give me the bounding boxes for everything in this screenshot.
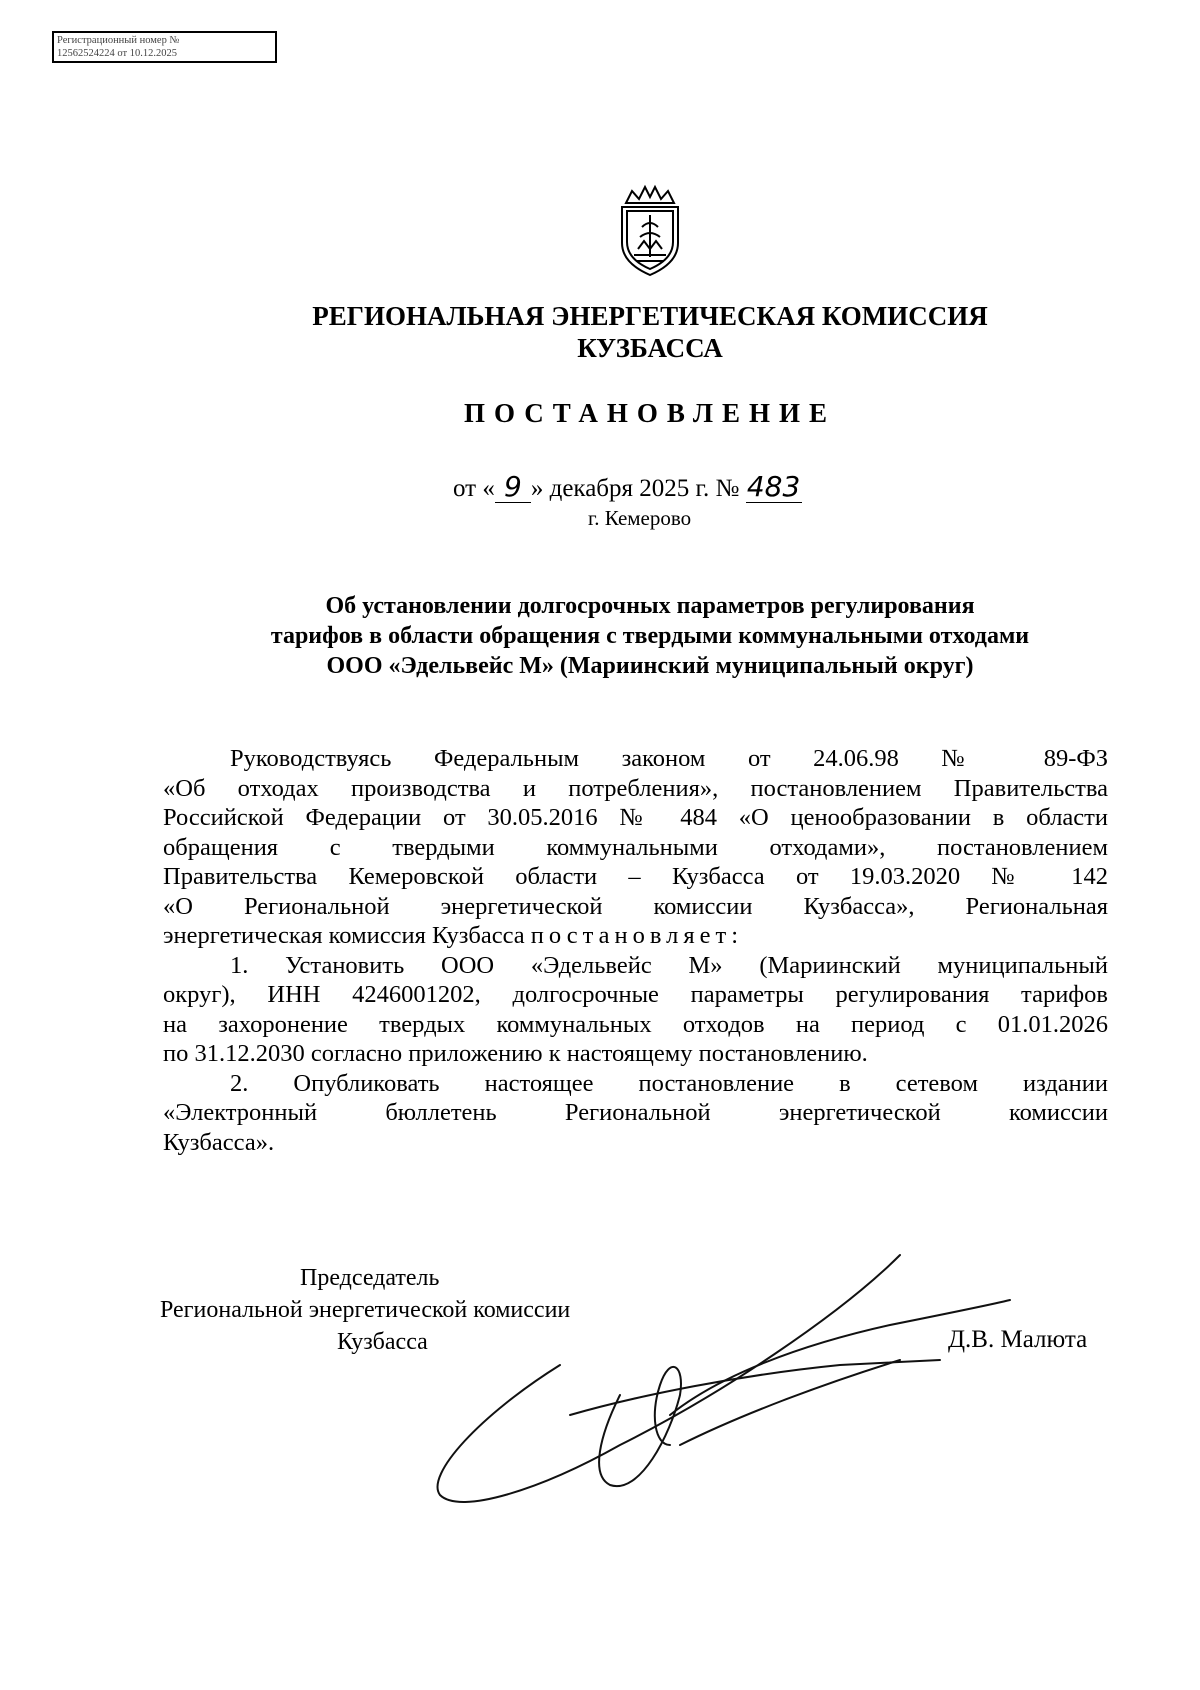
body-line xyxy=(163,921,1108,951)
subject-line-2: тарифов в области обращения с твердыми коммунальными отходами xyxy=(270,623,1030,649)
handwritten-day: 9 xyxy=(495,472,531,503)
item-1-line: на захоронение твердых коммунальных отходов на период с 01.01.2026 xyxy=(163,1010,1108,1038)
registration-line-1: Регистрационный номер № xyxy=(57,35,180,46)
item-2-line: «Электронный бюллетень Региональной энергетической комиссии xyxy=(163,1099,1108,1126)
resolves-word: постановляет: xyxy=(530,922,743,949)
item-1-line: 1. Установить ООО «Эдельвейс М» (Мариинский муниципальный xyxy=(230,951,1108,979)
subject-line-1: Об установлении долгосрочных параметров регулирования xyxy=(325,593,975,619)
body-text xyxy=(163,744,1108,1157)
document-type-title: ПОСТАНОВЛЕНИЕ xyxy=(463,398,837,428)
city: г. Кемерово xyxy=(588,506,692,530)
registration-line-2: 12562524224 от 10.12.2025 xyxy=(57,48,177,59)
handwritten-signature xyxy=(420,1245,1020,1545)
kuzbass-coat-of-arms-icon xyxy=(612,183,688,279)
registration-stamp xyxy=(52,31,277,63)
signer-title-line-1: Председатель xyxy=(300,1265,440,1291)
item-1-line: по 31.12.2030 согласно приложению к настоящему постановлению. xyxy=(163,1040,868,1067)
body-line: «Об отходах производства и потребления», постановлением Правительства xyxy=(163,774,1108,802)
body-line: Руководствуясь Федеральным законом от 24.06.98 № 89-ФЗ xyxy=(230,745,1108,772)
signer-title-line-2: Региональной энергетической комиссии xyxy=(160,1297,571,1323)
body-line: Российской Федерации от 30.05.2016 № 484 «О ценообразовании в области xyxy=(163,804,1108,831)
body-line: Правительства Кемеровской области – Кузбасса от 19.03.2020 № 142 xyxy=(163,863,1108,890)
date-prefix: от « xyxy=(453,475,495,502)
body-line: «О Региональной энергетической комиссии Кузбасса», Региональная xyxy=(163,892,1108,920)
item-2-line: Кузбасса». xyxy=(163,1128,275,1156)
organization-name-line-2: КУЗБАССА xyxy=(577,333,723,363)
item-1-line: округ), ИНН 4246001202, долгосрочные параметры регулирования тарифов xyxy=(163,981,1108,1008)
handwritten-number: 483 xyxy=(746,470,801,503)
signer-title-line-3: Кузбасса xyxy=(337,1329,428,1355)
signer-name: Д.В. Малюта xyxy=(948,1326,1088,1353)
intro-last-text: энергетическая комиссия Кузбасса xyxy=(163,922,531,949)
organization-name-line-1: РЕГИОНАЛЬНАЯ ЭНЕРГЕТИЧЕСКАЯ КОМИССИЯ xyxy=(312,301,988,331)
body-line: обращения с твердыми коммунальными отходами», постановлением xyxy=(163,833,1108,861)
date-middle: » декабря 2025 г. № xyxy=(530,475,746,502)
subject-line-3: ООО «Эдельвейс М» (Мариинский муниципальный округ) xyxy=(326,653,974,679)
item-2-line: 2. Опубликовать настоящее постановление в сетевом издании xyxy=(230,1069,1108,1097)
date-number-line xyxy=(453,472,802,503)
